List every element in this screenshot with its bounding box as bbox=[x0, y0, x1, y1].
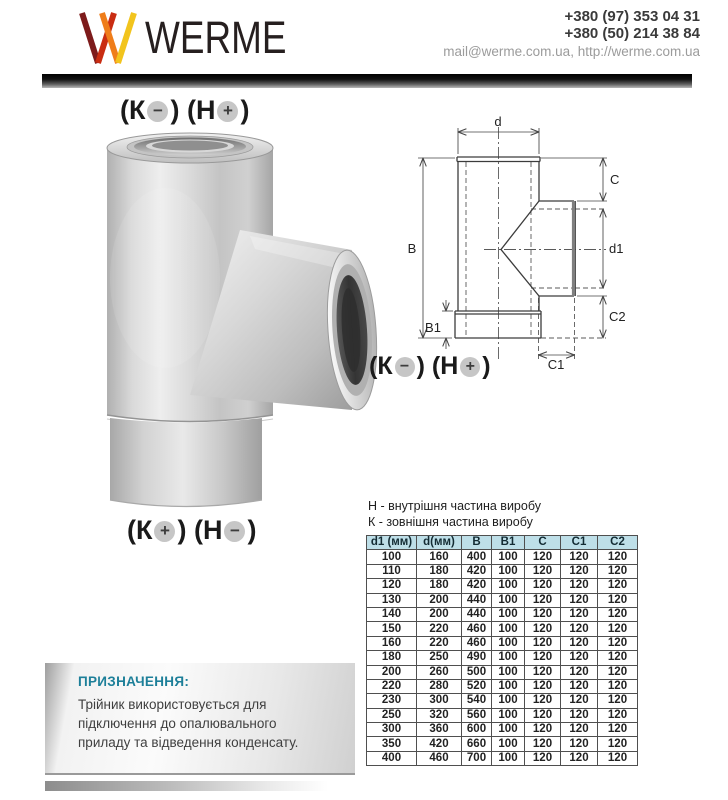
table-cell: 120 bbox=[561, 723, 598, 737]
table-cell: 100 bbox=[492, 751, 525, 765]
label-text: ) bbox=[240, 95, 250, 125]
table-row bbox=[367, 737, 638, 751]
table-cell: 150 bbox=[367, 622, 417, 636]
table-cell: 100 bbox=[492, 694, 525, 708]
table-cell: 120 bbox=[525, 607, 561, 621]
table-cell: 120 bbox=[525, 708, 561, 722]
table-cell: 180 bbox=[417, 579, 462, 593]
tech-diagram bbox=[400, 100, 720, 390]
label-text: ) bbox=[247, 515, 257, 545]
dim-label-C1: C1 bbox=[547, 357, 565, 372]
table-cell: 460 bbox=[417, 751, 462, 765]
table-cell: 660 bbox=[462, 737, 492, 751]
table-cell: 100 bbox=[492, 651, 525, 665]
table-row bbox=[367, 622, 638, 636]
table-cell: 180 bbox=[417, 564, 462, 578]
table-cell: 120 bbox=[561, 564, 598, 578]
table-row bbox=[367, 723, 638, 737]
plus-circle-icon: + bbox=[460, 357, 480, 377]
table-cell: 120 bbox=[598, 679, 638, 693]
diagram-outline bbox=[455, 157, 574, 338]
table-cell: 120 bbox=[598, 751, 638, 765]
label-text: ) (Н bbox=[170, 95, 216, 125]
photo-label-bottom bbox=[127, 515, 256, 546]
table-cell: 120 bbox=[598, 737, 638, 751]
table-cell: 140 bbox=[367, 607, 417, 621]
purpose-title: ПРИЗНАЧЕННЯ: bbox=[78, 674, 190, 689]
table-cell: 100 bbox=[492, 723, 525, 737]
dim-label-d: d bbox=[494, 114, 502, 129]
table-header-cell: C2 bbox=[598, 536, 638, 550]
table-cell: 120 bbox=[561, 550, 598, 564]
table-cell: 100 bbox=[492, 636, 525, 650]
table-cell: 120 bbox=[598, 550, 638, 564]
table-cell: 460 bbox=[462, 636, 492, 650]
legend-line-2: К - зовнішня частина виробу bbox=[368, 515, 533, 529]
table-cell: 120 bbox=[525, 636, 561, 650]
table-row bbox=[367, 708, 638, 722]
table-cell: 220 bbox=[417, 636, 462, 650]
table-cell: 300 bbox=[367, 723, 417, 737]
table-header-cell: d(мм) bbox=[417, 536, 462, 550]
table-row bbox=[367, 593, 638, 607]
top-opening bbox=[107, 133, 273, 163]
table-cell: 280 bbox=[417, 679, 462, 693]
purpose-text-line: Трійник використовується для bbox=[78, 697, 267, 712]
table-cell: 160 bbox=[417, 550, 462, 564]
table-cell: 120 bbox=[561, 651, 598, 665]
table-cell: 120 bbox=[561, 708, 598, 722]
table-cell: 500 bbox=[462, 665, 492, 679]
table-header-cell: d1 (мм) bbox=[367, 536, 417, 550]
table-cell: 120 bbox=[598, 593, 638, 607]
table-cell: 250 bbox=[367, 708, 417, 722]
table-cell: 220 bbox=[417, 622, 462, 636]
diagram-hidden-lines bbox=[466, 162, 606, 359]
header-logo bbox=[75, 10, 318, 66]
table-cell: 200 bbox=[417, 607, 462, 621]
diagram-label bbox=[369, 352, 491, 381]
table-row bbox=[367, 665, 638, 679]
dim-label-B: B bbox=[407, 241, 417, 256]
table-cell: 120 bbox=[561, 694, 598, 708]
label-text: ) bbox=[482, 352, 491, 380]
table-cell: 100 bbox=[492, 622, 525, 636]
brand-text: WERME bbox=[145, 12, 287, 63]
pipe-bottom-section bbox=[110, 418, 262, 507]
header-contacts bbox=[443, 8, 700, 60]
label-text: (К bbox=[120, 95, 146, 125]
table-row bbox=[367, 636, 638, 650]
table-row bbox=[367, 679, 638, 693]
label-text: ) (Н bbox=[177, 515, 223, 545]
table-cell: 120 bbox=[561, 579, 598, 593]
table-row bbox=[367, 550, 638, 564]
table-cell: 120 bbox=[598, 723, 638, 737]
purpose-panel bbox=[45, 663, 355, 775]
table-cell: 350 bbox=[367, 737, 417, 751]
table-cell: 560 bbox=[462, 708, 492, 722]
table-cell: 120 bbox=[561, 751, 598, 765]
table-cell: 420 bbox=[417, 737, 462, 751]
table-cell: 120 bbox=[598, 607, 638, 621]
table-cell: 180 bbox=[367, 651, 417, 665]
table-row bbox=[367, 564, 638, 578]
table-cell: 120 bbox=[525, 751, 561, 765]
table-cell: 120 bbox=[598, 694, 638, 708]
purpose-text bbox=[78, 695, 298, 752]
table-cell: 100 bbox=[492, 665, 525, 679]
table-cell: 120 bbox=[561, 665, 598, 679]
table-cell: 300 bbox=[417, 694, 462, 708]
purpose-text-line: підключення до опалювального bbox=[78, 716, 277, 731]
minus-circle-icon: − bbox=[147, 101, 168, 122]
table-cell: 260 bbox=[417, 665, 462, 679]
email-website: mail@werme.com.ua, http://werme.com.ua bbox=[443, 44, 700, 59]
table-cell: 400 bbox=[462, 550, 492, 564]
table-cell: 230 bbox=[367, 694, 417, 708]
table-header-cell: B1 bbox=[492, 536, 525, 550]
table-cell: 110 bbox=[367, 564, 417, 578]
product-photo bbox=[45, 118, 395, 518]
table-cell: 120 bbox=[561, 622, 598, 636]
table-cell: 120 bbox=[598, 579, 638, 593]
table-cell: 420 bbox=[462, 564, 492, 578]
table-cell: 100 bbox=[492, 708, 525, 722]
table-cell: 490 bbox=[462, 651, 492, 665]
spec-table bbox=[366, 535, 638, 766]
table-cell: 120 bbox=[525, 550, 561, 564]
minus-circle-icon: − bbox=[395, 357, 415, 377]
minus-circle-icon: − bbox=[224, 521, 245, 542]
table-cell: 120 bbox=[525, 593, 561, 607]
table-header-cell: C1 bbox=[561, 536, 598, 550]
dim-label-C: C bbox=[610, 172, 620, 187]
legend-line-1: Н - внутрішня частина виробу bbox=[368, 499, 541, 513]
dim-label-B1: B1 bbox=[425, 320, 441, 335]
label-text: (К bbox=[369, 352, 393, 380]
table-cell: 200 bbox=[417, 593, 462, 607]
table-cell: 120 bbox=[525, 564, 561, 578]
table-cell: 120 bbox=[561, 607, 598, 621]
plus-circle-icon: + bbox=[154, 521, 175, 542]
table-cell: 220 bbox=[367, 679, 417, 693]
table-cell: 120 bbox=[525, 679, 561, 693]
table-cell: 120 bbox=[561, 679, 598, 693]
table-row bbox=[367, 694, 638, 708]
table-cell: 100 bbox=[492, 737, 525, 751]
table-cell: 100 bbox=[492, 550, 525, 564]
table-header-cell: B bbox=[462, 536, 492, 550]
plus-circle-icon: + bbox=[217, 101, 238, 122]
table-cell: 520 bbox=[462, 679, 492, 693]
table-cell: 120 bbox=[525, 737, 561, 751]
table-cell: 100 bbox=[492, 607, 525, 621]
table-cell: 120 bbox=[367, 579, 417, 593]
table-cell: 120 bbox=[598, 564, 638, 578]
table-row bbox=[367, 579, 638, 593]
table-cell: 250 bbox=[417, 651, 462, 665]
table-cell: 120 bbox=[525, 694, 561, 708]
table-cell: 160 bbox=[367, 636, 417, 650]
table-cell: 440 bbox=[462, 607, 492, 621]
table-cell: 440 bbox=[462, 593, 492, 607]
table-cell: 120 bbox=[598, 708, 638, 722]
purpose-text-line: приладу та відведення конденсату. bbox=[78, 735, 299, 750]
header-divider bbox=[42, 74, 692, 88]
table-cell: 120 bbox=[561, 737, 598, 751]
table-cell: 120 bbox=[598, 665, 638, 679]
table-cell: 120 bbox=[598, 622, 638, 636]
table-cell: 700 bbox=[462, 751, 492, 765]
table-cell: 100 bbox=[492, 679, 525, 693]
table-row bbox=[367, 651, 638, 665]
table-cell: 120 bbox=[525, 665, 561, 679]
table-cell: 540 bbox=[462, 694, 492, 708]
table-cell: 100 bbox=[367, 550, 417, 564]
label-text: ) (Н bbox=[416, 352, 459, 380]
table-cell: 100 bbox=[492, 593, 525, 607]
table-cell: 120 bbox=[561, 636, 598, 650]
legend bbox=[368, 498, 541, 530]
table-cell: 320 bbox=[417, 708, 462, 722]
table-cell: 460 bbox=[462, 622, 492, 636]
table-row bbox=[367, 751, 638, 765]
phone-number-1: +380 (97) 353 04 31 bbox=[564, 8, 700, 25]
table-header-cell: C bbox=[525, 536, 561, 550]
table-cell: 400 bbox=[367, 751, 417, 765]
table-cell: 420 bbox=[462, 579, 492, 593]
table-cell: 120 bbox=[525, 579, 561, 593]
table-cell: 120 bbox=[598, 636, 638, 650]
table-cell: 360 bbox=[417, 723, 462, 737]
table-cell: 120 bbox=[525, 723, 561, 737]
table-cell: 130 bbox=[367, 593, 417, 607]
table-cell: 120 bbox=[525, 622, 561, 636]
table-cell: 600 bbox=[462, 723, 492, 737]
purpose-shadow-bar bbox=[45, 781, 328, 791]
phone-number-2: +380 (50) 214 38 84 bbox=[564, 25, 700, 42]
label-text: (К bbox=[127, 515, 153, 545]
table-cell: 100 bbox=[492, 564, 525, 578]
dim-label-d1: d1 bbox=[609, 241, 624, 256]
table-row bbox=[367, 607, 638, 621]
w-mark-icon bbox=[75, 10, 137, 66]
table-cell: 120 bbox=[525, 651, 561, 665]
table-cell: 100 bbox=[492, 579, 525, 593]
dim-label-C2: C2 bbox=[609, 309, 626, 324]
table-cell: 120 bbox=[561, 593, 598, 607]
table-cell: 120 bbox=[598, 651, 638, 665]
table-cell: 200 bbox=[367, 665, 417, 679]
